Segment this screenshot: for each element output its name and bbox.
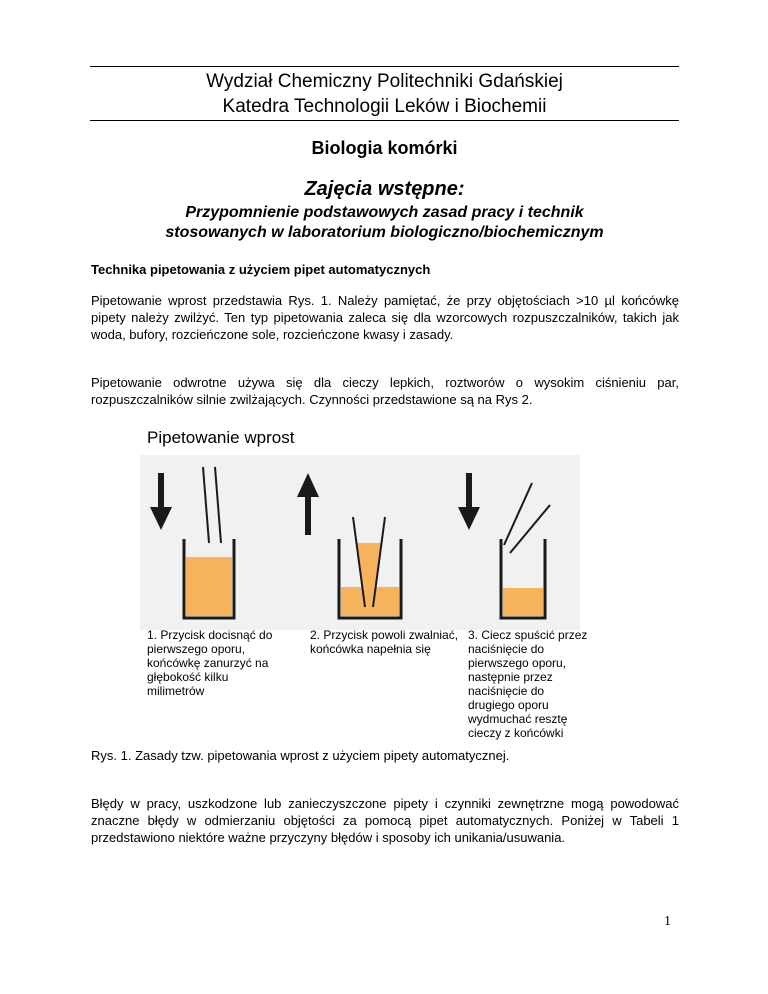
lesson-subtitle-line-1: Przypomnienie podstawowych zasad pracy i technik [185,204,584,221]
step-1-illustration [150,467,234,618]
paragraph-reverse-pipetting: Pipetowanie odwrotne używa się dla cieczy lepkich, roztworów o wysokim ciśnieniu par, rozpuszczalników silnie zwilżających. Czynności przedstawione są na Rys 2. [91,375,679,407]
step-2-illustration [297,473,401,618]
down-arrow-icon [458,473,480,530]
step-3-caption: 3. Ciecz spuścić przez naciśnięcie do pierwszego oporu, następnie przez naciśnięcie do drugiego oporu wydmuchać resztę cieczy z końcówki [468,628,588,740]
figure-title: Pipetowanie wprost [147,428,295,447]
pipette-tip-left [203,467,209,543]
section-heading: Technika pipetowania z użyciem pipet automatycznych [91,262,431,277]
lesson-title: Zajęcia wstępne: [304,178,465,200]
paragraph-forward-pipetting: Pipetowanie wprost przedstawia Rys. 1. Należy pamiętać, że przy objętościach >10 µl końcówkę pipety należy zwilżyć. Ten typ pipetowania zaleca się dla wzorcowych rozpuszczalników, takich jak woda, bufory, rozcieńczone sole, rozcieńczone kwasy i zasady. [91,293,679,342]
pipette-tip-right [215,467,221,543]
pipette-tip-upper [504,483,532,545]
header-bottom-rule [90,120,679,121]
step-3-illustration [458,473,550,618]
step-2-caption: 2. Przycisk powoli zwalniać, końcówka napełnia się [310,628,459,656]
figure-caption: Rys. 1. Zasady tzw. pipetowania wprost z użyciem pipety automatycznej. [91,748,510,763]
course-title: Biologia komórki [311,138,458,158]
paragraph-errors: Błędy w pracy, uszkodzone lub zanieczyszczone pipety i czynniki zewnętrzne mogą powodować znaczne błędy w odmierzaniu objętości za pomocą pipet automatycznych. Poniżej w Tabeli 1 przedstawiono niektóre ważne przyczyny błędów i sposoby ich unikania/usuwania. [91,796,679,845]
institution-line-2: Katedra Technologii Leków i Biochemii [222,96,547,117]
liquid [503,588,543,616]
institution-line-1: Wydział Chemiczny Politechniki Gdańskiej [206,71,563,92]
pipetting-figure [140,455,580,630]
liquid [186,557,232,616]
header-top-rule [90,66,679,67]
lesson-subtitle-line-2: stosowanych w laboratorium biologiczno/biochemicznym [165,224,604,241]
page-number: 1 [664,914,671,929]
up-arrow-icon [297,473,319,535]
step-1-caption: 1. Przycisk docisnąć do pierwszego oporu, końcówkę zanurzyć na głębokość kilku milimetrów [147,628,273,698]
down-arrow-icon [150,473,172,530]
